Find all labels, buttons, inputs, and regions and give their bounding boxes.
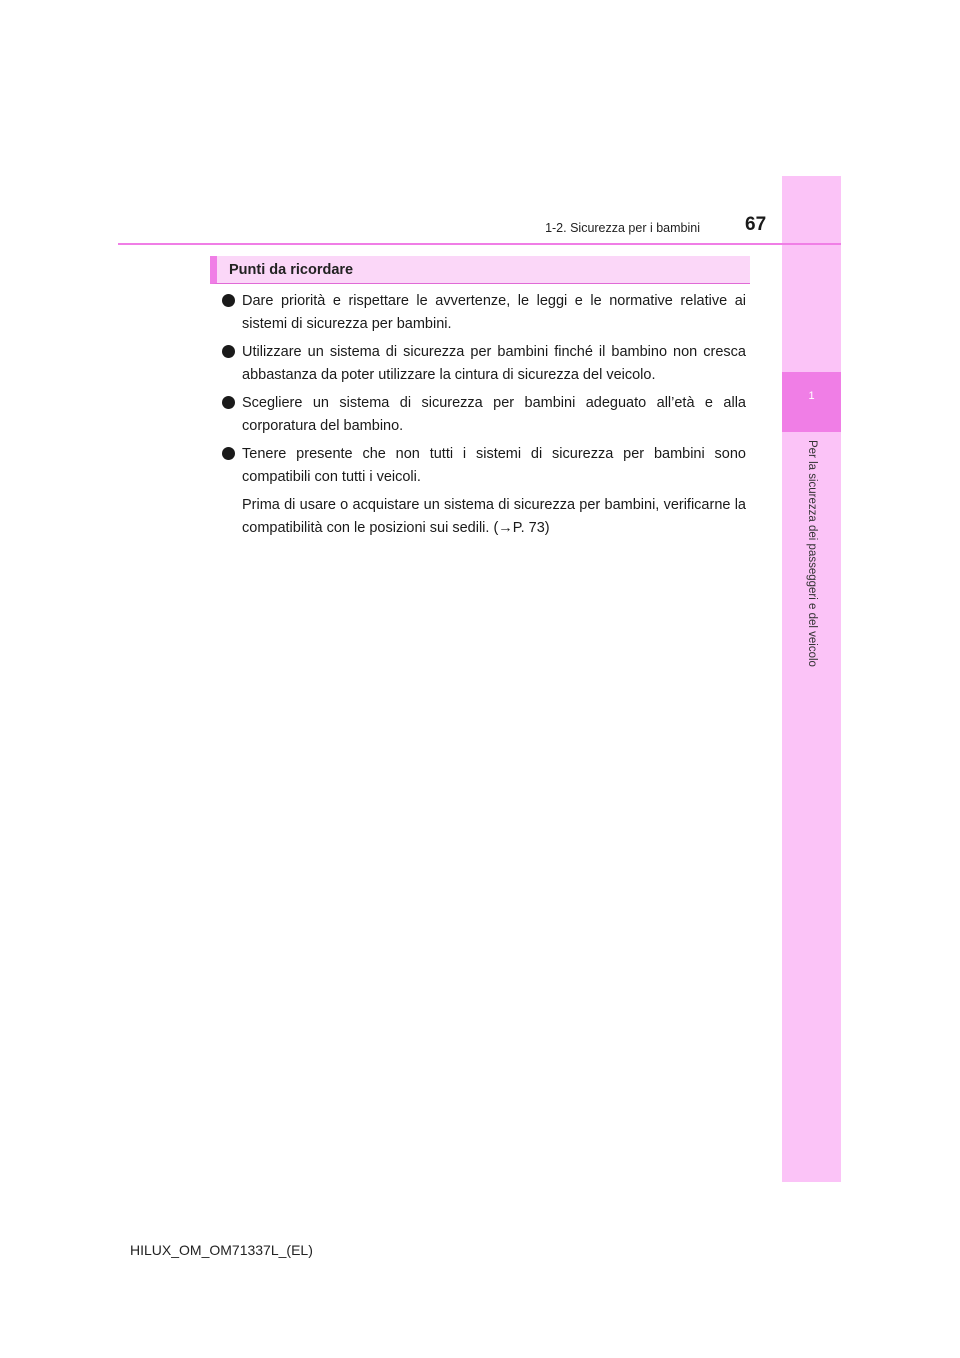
list-item	[216, 392, 746, 437]
bullet-icon	[222, 345, 235, 358]
header-divider	[118, 243, 841, 245]
points-list	[216, 290, 746, 539]
chapter-title: Per la sicurezza dei passeggeri e del veicolo	[806, 440, 818, 667]
bullet-icon	[222, 447, 235, 460]
section-title: 1-2. Sicurezza per i bambini	[545, 221, 700, 235]
page-number: 67	[745, 214, 767, 235]
list-item-text: Dare priorità e rispettare le avvertenze, le leggi e le normative relative ai sistemi di sicurezza per bambini.	[242, 293, 746, 332]
compatibility-note: Prima di usare o acquistare un sistema di sicurezza per bambini, verificarne la compatibilità con le posizioni sui sedili. (→P. 73)	[242, 497, 746, 536]
list-item	[216, 290, 746, 335]
chapter-number: 1	[808, 390, 815, 402]
list-item-text: Scegliere un sistema di sicurezza per bambini adeguato all’età e alla corporatura del bambino.	[242, 395, 746, 434]
points-box-heading	[210, 256, 750, 284]
bullet-icon	[222, 294, 235, 307]
list-item	[216, 341, 746, 386]
bullet-icon	[222, 396, 235, 409]
document-code: HILUX_OM_OM71337L_(EL)	[130, 1242, 313, 1258]
list-item-text: Tenere presente che non tutti i sistemi di sicurezza per bambini sono compatibili con tutti i veicoli.	[242, 446, 746, 485]
chapter-title-vertical	[800, 440, 824, 700]
list-item	[216, 443, 746, 488]
chapter-number-tab	[782, 372, 841, 432]
points-box-title: Punti da ricordare	[229, 262, 354, 278]
list-item-text: Utilizzare un sistema di sicurezza per bambini finché il bambino non cresca abbastanza da poter utilizzare la cintura di sicurezza del veicolo.	[242, 344, 746, 383]
